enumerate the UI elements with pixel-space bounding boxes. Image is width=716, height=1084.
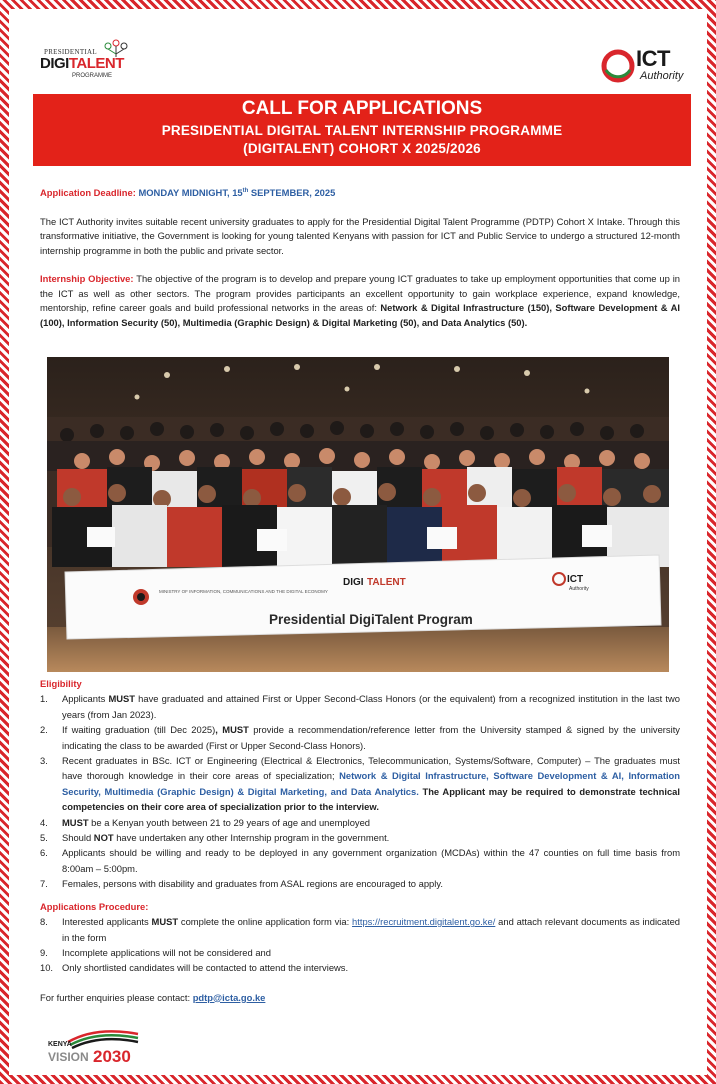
item-number: 7. bbox=[40, 878, 48, 890]
logo-talent: TALENT bbox=[68, 55, 124, 72]
group-photo-illustration bbox=[47, 357, 669, 672]
item-number: 5. bbox=[40, 832, 48, 844]
photo-banner-text: Presidential DigiTalent Program bbox=[269, 612, 473, 627]
objective-text: The objective of the program is to develop and prepare young ICT graduates to take up employment opportunities that come up in the ICT as well as other sectors. The program provides participants an excellent opportunity to gain workplace experience, expand knowledge, mentorship, refine career goals and build professional networks in the areas of: bbox=[40, 273, 680, 314]
item-number: 1. bbox=[40, 693, 48, 705]
year-text: 2030 bbox=[93, 1047, 131, 1066]
item-text-a: Applicants bbox=[62, 693, 109, 705]
list-item bbox=[40, 691, 680, 722]
item-text: Females, persons with disability and graduates from ASAL regions are encouraged to apply. bbox=[62, 878, 443, 890]
photo-talent-text: TALENT bbox=[367, 577, 406, 588]
list-item bbox=[40, 914, 680, 945]
item-text bbox=[62, 722, 680, 753]
authority-logo-text: Authority bbox=[640, 70, 684, 82]
item-number: 8. bbox=[40, 916, 48, 928]
item-number: 10. bbox=[40, 962, 54, 974]
lists-section bbox=[40, 676, 680, 1005]
logo-digitalent-text bbox=[40, 55, 124, 72]
item-text bbox=[62, 914, 680, 945]
item-text-d: and attach relevant documents as indicated in the form bbox=[62, 916, 680, 943]
deadline-line bbox=[40, 184, 680, 201]
list-item bbox=[40, 845, 680, 876]
eligibility-list bbox=[40, 691, 680, 891]
logo-digi: DIGI bbox=[40, 55, 69, 72]
kenya-text: KENYA bbox=[48, 1041, 72, 1048]
item-text-b: , MUST bbox=[215, 724, 249, 736]
enquiries-text: For further enquiries please contact: bbox=[40, 991, 193, 1003]
item-text-a: Should bbox=[62, 832, 94, 844]
list-item bbox=[40, 815, 680, 830]
list-item bbox=[40, 722, 680, 753]
photo-ministry-text: MINISTRY OF INFORMATION, COMMUNICATIONS AND THE DIGITAL ECONOMY bbox=[159, 589, 328, 594]
list-item bbox=[40, 960, 680, 975]
deadline-value bbox=[138, 187, 335, 198]
kenya-vision-2030-logo bbox=[46, 1028, 146, 1066]
item-text: Incomplete applications will not be considered and bbox=[62, 946, 271, 958]
item-number: 4. bbox=[40, 816, 48, 828]
item-text-a: Recent graduates in BSc. ICT or Engineering (Electrical & Electronics, Telecommunication, Systems/Software, Computer) – The graduates must have thorough knowledge in their core areas of specialization; bbox=[62, 755, 680, 782]
objective-areas: Network & Digital Infrastructure (150), Software Development & AI (100), Information Security (50), Multimedia (Graphic Design) & Digital Marketing (50), and Data Analytics (50). bbox=[40, 302, 680, 328]
eligibility-heading: Eligibility bbox=[40, 678, 82, 689]
item-text bbox=[62, 815, 680, 830]
photo-coat-of-arms bbox=[133, 589, 149, 605]
ict-authority-logo bbox=[600, 46, 692, 90]
objective-label: Internship Objective: bbox=[40, 273, 134, 285]
vision-text: VISION bbox=[48, 1050, 89, 1064]
item-text-c: have graduated and attained First or Upper Second-Class Honors (or the equivalent) from a recognized institution in the last two years (from Jan 2023). bbox=[62, 693, 681, 720]
procedure-heading: Applications Procedure: bbox=[40, 900, 149, 912]
item-number: 2. bbox=[40, 724, 48, 736]
intro-paragraph: The ICT Authority invites suitable recent university graduates to apply for the Presidential Digital Talent Programme (PDTP) Cohort X Intake. Through this transformative initiative, the Government is looking for young talented Kenyans with passion for ICT and Public Service to undergo a structured 12-month internship programme in both the public and private sector. bbox=[40, 215, 680, 256]
item-text: Applicants should be willing and ready to be deployed in any government organization (MCDAs) within the 47 counties on full time basis from 8:00am – 5:00pm. bbox=[62, 847, 680, 874]
photo-digi-text: DIGI bbox=[343, 577, 364, 588]
ict-logo-text: ICT bbox=[636, 46, 670, 71]
objective-paragraph bbox=[40, 272, 680, 330]
logo-programme-text: PROGRAMME bbox=[72, 73, 113, 79]
item-text-a: If waiting graduation (till Dec 2025) bbox=[62, 724, 216, 736]
item-text bbox=[62, 830, 680, 845]
body-text bbox=[40, 184, 680, 330]
item-number: 3. bbox=[40, 755, 48, 767]
item-number: 9. bbox=[40, 946, 48, 958]
item-text bbox=[62, 691, 680, 722]
logo-presidential-text: PRESIDENTIAL bbox=[44, 48, 97, 56]
contact-email-link[interactable]: pdtp@icta.go.ke bbox=[192, 991, 266, 1003]
item-number: 6. bbox=[40, 847, 48, 859]
item-text-b: MUST bbox=[62, 816, 89, 828]
list-item bbox=[40, 830, 680, 845]
main-title: CALL FOR APPLICATIONS bbox=[241, 98, 483, 119]
deadline-sup: th bbox=[242, 188, 249, 194]
procedure-list bbox=[40, 914, 680, 976]
item-text-a: Interested applicants bbox=[62, 916, 152, 928]
vision-2030-graphic bbox=[46, 1028, 146, 1066]
deadline-month-year: SEPTEMBER, 2025 bbox=[248, 187, 336, 199]
title-banner bbox=[33, 94, 691, 166]
list-item bbox=[40, 753, 680, 815]
item-text-specializations: Network & Digital Infrastructure, Software Development & AI, Information Security, Multimedia (Graphic Design) & Digital Marketing, and Data Analytics. bbox=[62, 770, 680, 797]
subtitle-line1: PRESIDENTIAL DIGITAL TALENT INTERNSHIP PROGRAMME bbox=[161, 123, 563, 138]
item-text bbox=[62, 753, 680, 815]
header-logos bbox=[16, 38, 700, 92]
list-item bbox=[40, 876, 680, 891]
group-photo bbox=[47, 357, 669, 672]
page bbox=[16, 16, 700, 1068]
item-text-c: complete the online application form via: bbox=[178, 916, 353, 928]
item-text-b: NOT bbox=[93, 832, 114, 844]
application-link[interactable]: https://recruitment.digitalent.go.ke/ bbox=[352, 916, 496, 928]
item-text-bold: The Applicant may be required to demonstrate technical competencies on their core area of specialization prior to the interview. bbox=[62, 785, 680, 813]
ict-swirl-icon bbox=[600, 48, 636, 84]
item-text-b: MUST bbox=[151, 916, 179, 928]
photo-ict-text: ICT bbox=[567, 574, 584, 585]
enquiries-line bbox=[40, 990, 680, 1005]
photo-authority-text: Authority bbox=[569, 586, 589, 592]
item-text: Only shortlisted candidates will be contacted to attend the interviews. bbox=[62, 962, 349, 974]
deadline-label: Application Deadline: bbox=[40, 187, 136, 199]
item-text-c: have undertaken any other Internship program in the government. bbox=[113, 832, 390, 844]
digitalent-logo bbox=[38, 38, 130, 86]
deadline-date: MONDAY MIDNIGHT, 15 bbox=[138, 187, 243, 199]
list-item bbox=[40, 945, 680, 960]
subtitle-line2: (DIGITALENT) COHORT X 2025/2026 bbox=[243, 141, 481, 156]
item-text-c: provide a recommendation/reference letter from the University stamped & signed by the university indicating the class to be awarded (First or Upper Second-Class Honors). bbox=[62, 724, 680, 751]
item-text-b: MUST bbox=[108, 693, 135, 705]
item-text-c: be a Kenyan youth between 21 to 29 years of age and unemployed bbox=[88, 816, 371, 828]
